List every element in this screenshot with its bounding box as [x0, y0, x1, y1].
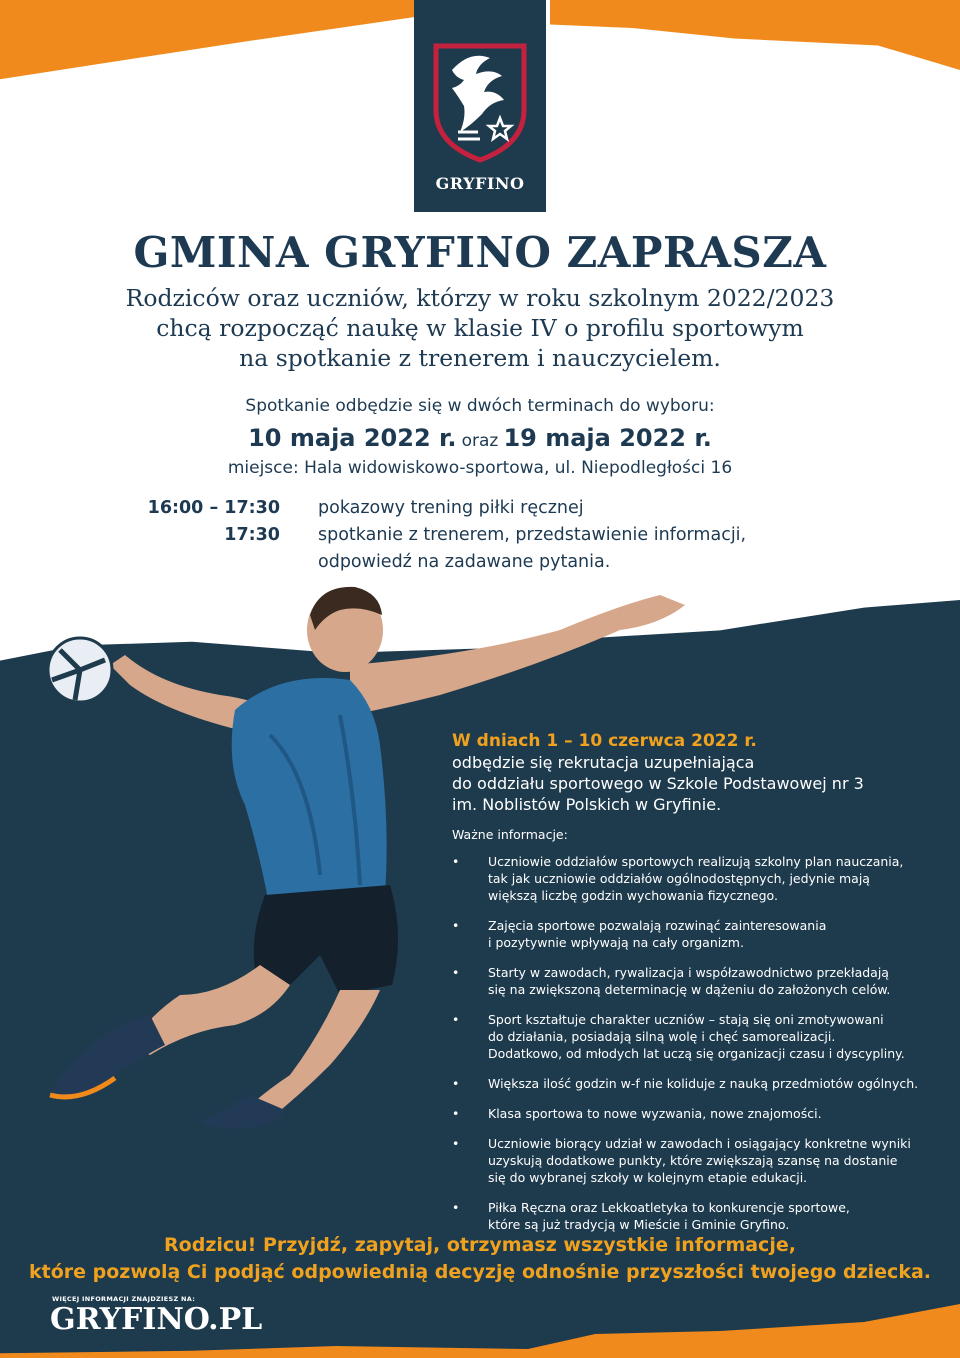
list-item — [452, 853, 942, 904]
gryfino-crest-icon — [430, 40, 530, 164]
list-item — [452, 917, 942, 951]
meeting-place: miejsce: Hala widowiskowo-sportowa, ul. Niepodległości 16 — [227, 458, 733, 478]
list-item-text: do działania, posiadają silną wolę i chęć samorealizacji. — [488, 1029, 836, 1044]
meeting-date-connector: oraz — [461, 431, 499, 451]
bullet-marker: • — [452, 854, 460, 869]
recruitment-heading: W dniach 1 – 10 czerwca 2022 r. — [452, 731, 757, 751]
recruitment-line: odbędzie się rekrutacja uzupełniająca — [452, 753, 755, 772]
meeting-date-first: 10 maja 2022 r. — [248, 424, 457, 452]
page-title: GMINA GRYFINO ZAPRASZA — [133, 228, 827, 277]
list-item-text: Zajęcia sportowe pozwalają rozwinąć zainteresowania — [488, 918, 827, 933]
cta-line: Rodzicu! Przyjdź, zapytaj, otrzymasz wszystkie informacje, — [164, 1234, 796, 1256]
list-item-text: Klasa sportowa to nowe wyzwania, nowe znajomości. — [488, 1106, 822, 1121]
gryfino-logo — [414, 0, 546, 212]
list-item-text: Uczniowie biorący udział w zawodach i osiągający konkretne wyniki — [488, 1136, 911, 1151]
schedule-time: 17:30 — [224, 525, 280, 545]
subheading — [0, 283, 960, 373]
orange-brush-top-left — [0, 0, 420, 90]
subheading-line: Rodziców oraz uczniów, którzy w roku szkolnym 2022/2023 — [125, 284, 835, 312]
info-list — [452, 853, 942, 1246]
list-item-text: i pozytywnie wpływają na cały organizm. — [488, 935, 744, 950]
logo-name: GRYFINO — [435, 174, 525, 193]
recruitment-line: do oddziału sportowego w Szkole Podstawowej nr 3 — [452, 774, 864, 793]
subheading-line: chcą rozpocząć naukę w klasie IV o profilu sportowym — [156, 314, 804, 342]
bullet-marker: • — [452, 1076, 460, 1091]
list-item-text: Starty w zawodach, rywalizacja i współzawodnictwo przekładają — [488, 965, 889, 980]
list-item-text: większą liczbę godzin wychowania fizycznego. — [488, 888, 778, 903]
list-item-text: które są już tradycją w Mieście i Gminie Gryfino. — [488, 1217, 790, 1232]
bullet-marker: • — [452, 1200, 460, 1215]
bullet-marker: • — [452, 1106, 460, 1121]
schedule-description: odpowiedź na zadawane pytania. — [318, 552, 611, 572]
recruitment-line: im. Noblistów Polskich w Gryfinie. — [452, 795, 722, 814]
schedule-description: pokazowy trening piłki ręcznej — [318, 498, 584, 518]
list-item-text: Piłka Ręczna oraz Lekkoatletyka to konkurencje sportowe, — [488, 1200, 850, 1215]
footer-caption: WIĘCEJ INFORMACJI ZNAJDZIESZ NA: — [52, 1295, 196, 1303]
bullet-marker: • — [452, 965, 460, 980]
list-item-text: Większa ilość godzin w-f nie koliduje z nauką przedmiotów ogólnych. — [488, 1076, 919, 1091]
schedule-time: 16:00 – 17:30 — [147, 498, 280, 518]
list-item-text: się do wybranej szkoły w kolejnym etapie edukacji. — [488, 1170, 808, 1185]
list-item-text: uzyskują dodatkowe punkty, które zwiększają szansę na dostanie — [488, 1153, 898, 1168]
meeting-intro: Spotkanie odbędzie się w dwóch terminach do wyboru: — [245, 396, 715, 416]
list-item-text: się na zwiększoną determinację w dążeniu do założonych celów. — [488, 982, 891, 997]
schedule — [130, 498, 830, 578]
info-title: Ważne informacje: — [452, 827, 568, 842]
list-item — [452, 1105, 942, 1122]
subheading-line: na spotkanie z trenerem i nauczycielem. — [239, 344, 721, 372]
bullet-marker: • — [452, 1136, 460, 1151]
list-item-text: Dodatkowo, od młodych lat uczą się organizacji czasu i dyscypliny. — [488, 1046, 905, 1061]
website-link[interactable]: GRYFINO.PL — [50, 1302, 263, 1337]
schedule-description: spotkanie z trenerem, przedstawienie informacji, — [318, 525, 747, 545]
cta-line: które pozwolą Ci podjąć odpowiednią decyzję odnośnie przyszłości twojego dziecka. — [28, 1261, 931, 1283]
orange-brush-top-right — [550, 0, 960, 70]
list-item — [452, 964, 942, 998]
call-to-action — [0, 1232, 960, 1286]
list-item — [452, 1075, 942, 1092]
list-item — [452, 1011, 942, 1062]
meeting-date-second: 19 maja 2022 r. — [503, 424, 712, 452]
recruitment-text — [452, 752, 864, 815]
list-item — [452, 1135, 942, 1186]
bullet-marker: • — [452, 918, 460, 933]
list-item-text: Sport kształtuje charakter uczniów – stają się oni zmotywowani — [488, 1012, 884, 1027]
bullet-marker: • — [452, 1012, 460, 1027]
list-item-text: Uczniowie oddziałów sportowych realizują szkolny plan nauczania, — [488, 854, 904, 869]
list-item — [452, 1199, 942, 1233]
meeting-dates — [0, 424, 960, 452]
list-item-text: tak jak uczniowie oddziałów ogólnodostępnych, jedynie mają — [488, 871, 870, 886]
